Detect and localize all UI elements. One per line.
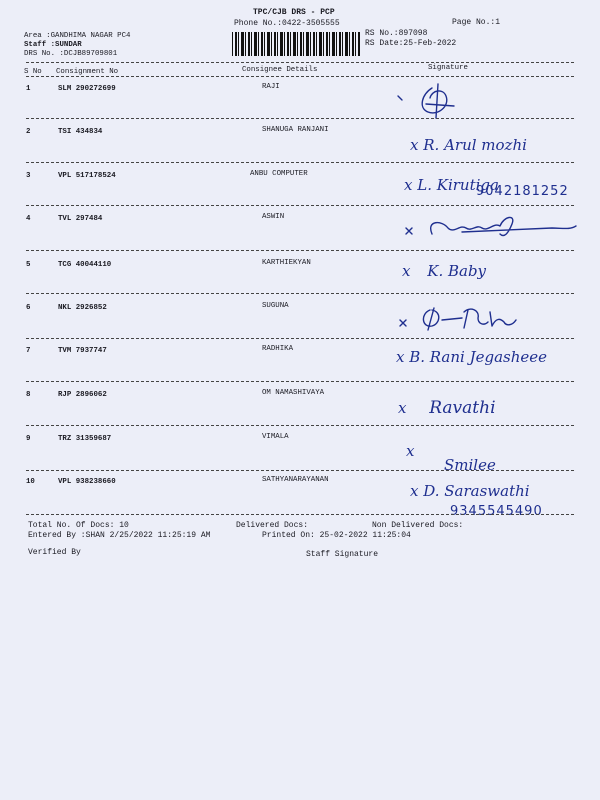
divider (26, 162, 574, 163)
divider (26, 470, 574, 471)
signature-text: Smilee (444, 456, 496, 474)
signature-text: x L. Kirutiga (404, 176, 499, 194)
row-consignee: ASWIN (262, 213, 285, 221)
divider (26, 118, 574, 119)
signature-text: x B. Rani Jegasheee (396, 348, 548, 366)
row-sno: 5 (26, 261, 31, 269)
signature-phone: 9345545490 (450, 504, 543, 519)
entered-by: Entered By :SHAN 2/25/2022 11:25:19 AM (28, 531, 211, 540)
barcode (232, 32, 360, 56)
row-sno: 6 (26, 304, 31, 312)
row-sno: 4 (26, 215, 31, 223)
row-sno: 2 (26, 128, 31, 136)
signature-text: x Ravathi (398, 398, 496, 418)
column-header-signature: Signature (428, 64, 468, 72)
column-header-consignee: Consignee Details (242, 66, 318, 74)
row-consignment: TRZ 31359687 (58, 435, 112, 443)
row-consignment: NKL 2926852 (58, 304, 107, 312)
row-consignment: RJP 2896062 (58, 391, 107, 399)
column-header-consignment: Consignment No (56, 68, 119, 76)
total-docs: Total No. Of Docs: 10 (28, 521, 129, 530)
divider (26, 76, 574, 77)
signature-text: x D. Saraswathi (410, 482, 530, 500)
row-consignment: TSI 434834 (58, 128, 103, 136)
row-consignee: RAJI (262, 83, 280, 91)
row-consignment: TVM 7937747 (58, 347, 107, 355)
row-consignee: KARTHIEKYAN (262, 259, 311, 267)
staff-signature: Staff Signature (306, 550, 379, 559)
row-sno: 9 (26, 435, 31, 443)
divider (26, 425, 574, 426)
divider (26, 293, 574, 294)
verified-by: Verified By (28, 548, 81, 557)
rs-number: RS No.:897098 (365, 29, 428, 38)
row-consignee: OM NAMASHIVAYA (262, 389, 325, 397)
row-sno: 1 (26, 85, 31, 93)
row-sno: 7 (26, 347, 31, 355)
divider (26, 514, 574, 515)
signature-mark (398, 300, 528, 341)
signature-text: x K. Baby (402, 262, 487, 280)
drs-number: DRS No. :DCJB89709801 (24, 50, 118, 58)
divider (26, 250, 574, 251)
document-title: TPC/CJB DRS - PCP (253, 8, 335, 17)
row-consignment: VPL 517178524 (58, 172, 116, 180)
delivered-docs: Delivered Docs: (236, 521, 309, 530)
row-sno: 10 (26, 478, 35, 486)
divider (26, 338, 574, 339)
row-consignee: SHANUGA RANJANI (262, 126, 329, 134)
printed-on: Printed On: 25-02-2022 11:25:04 (262, 531, 411, 540)
row-consignee: SUGUNA (262, 302, 289, 310)
page-number: Page No.:1 (452, 18, 501, 27)
row-sno: 3 (26, 172, 31, 180)
signature-mark (402, 206, 582, 251)
row-sno: 8 (26, 391, 31, 399)
signature-mark (396, 82, 476, 127)
phone-number: Phone No.:0422-3505555 (234, 19, 340, 28)
divider (26, 381, 574, 382)
signature-text: x R. Arul mozhi (410, 136, 527, 154)
row-consignee: VIMALA (262, 433, 289, 441)
row-consignee: ANBU COMPUTER (250, 170, 308, 178)
row-consignment: SLM 290272699 (58, 85, 116, 93)
rs-date: RS Date:25-Feb-2022 (365, 39, 457, 48)
staff-label: Staff :SUNDAR (24, 41, 82, 49)
divider (26, 62, 574, 63)
row-consignment: VPL 938238660 (58, 478, 116, 486)
row-consignment: TCG 40044110 (58, 261, 112, 269)
signature-phone: 9042181252 (476, 184, 569, 199)
area-label: Area :GANDHIMA NAGAR PC4 (24, 32, 131, 40)
signature-cross: x (406, 442, 415, 460)
column-header-sno: S No (24, 68, 42, 76)
non-delivered-docs: Non Delivered Docs: (372, 521, 464, 530)
row-consignee: SATHYANARAYANAN (262, 476, 329, 484)
row-consignee: RADHIKA (262, 345, 294, 353)
row-consignment: TVL 297484 (58, 215, 103, 223)
